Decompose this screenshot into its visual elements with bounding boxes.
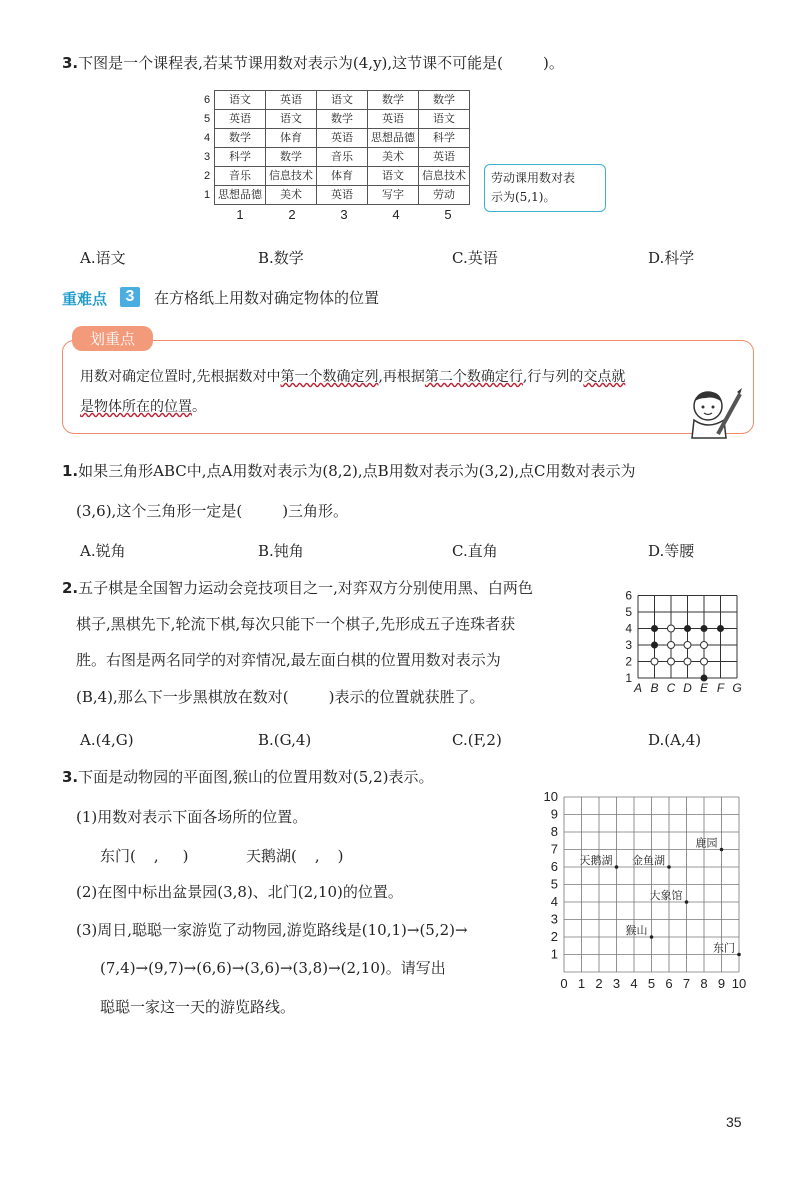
schedule-row [200, 186, 470, 205]
schedule-row-label: 6 [203, 94, 211, 106]
schedule-cell: 英语 [266, 91, 317, 110]
q2-line3: 胜。右图是两名同学的对弈情况,最左面白棋的位置用数对表示为 [76, 651, 501, 669]
schedule-row-label: 2 [203, 170, 211, 182]
schedule-cell: 数学 [215, 129, 266, 148]
schedule-row [200, 148, 470, 167]
board-col-label: E [699, 681, 709, 695]
dongmen-answer: 东门( , ) [100, 847, 189, 865]
white-stone [668, 625, 675, 632]
schedule-cell: 思想品德 [215, 186, 266, 205]
q3-part1: (1)用数对表示下面各场所的位置。 [76, 808, 308, 826]
schedule-cell: 音乐 [317, 148, 368, 167]
place-point [615, 865, 619, 869]
board-row-label: 3 [625, 638, 632, 652]
schedule-cell: 体育 [317, 167, 368, 186]
q1-line1: 1.如果三角形ABC中,点A用数对表示为(8,2),点B用数对表示为(3,2),点C用数对表示为 [62, 462, 636, 480]
place-label: 鹿园 [695, 837, 718, 850]
schedule-cell: 英语 [215, 110, 266, 129]
board-row-label: 4 [625, 621, 632, 636]
option-b[interactable]: B.(G,4) [258, 731, 312, 749]
keypoint-box [62, 340, 754, 434]
schedule-cell: 语文 [419, 110, 470, 129]
section-title: 在方格纸上用数对确定物体的位置 [154, 290, 380, 307]
option-d[interactable]: D.(A,4) [648, 731, 702, 749]
white-stone [651, 658, 658, 665]
board-col-label: A [633, 681, 643, 695]
gomoku-board [618, 578, 754, 694]
map-x-label: 8 [700, 976, 708, 991]
black-stone [717, 625, 724, 632]
map-y-label: 9 [550, 806, 558, 822]
schedule-row-label: 1 [203, 189, 211, 201]
place-point [650, 935, 654, 939]
schedule-cell: 科学 [215, 148, 266, 167]
board-col-label: B [650, 681, 659, 695]
place-point [685, 900, 689, 904]
black-stone [684, 625, 691, 632]
schedule-row [200, 110, 470, 129]
keypoint-line2: 是物体所在的位置。 [80, 399, 206, 415]
option-c[interactable]: C.(F,2) [452, 731, 502, 749]
keypoint-line1: 用数对确定位置时,先根据数对中第一个数确定列,再根据第二个数确定行,行与列的交点就 [80, 369, 626, 385]
schedule-col-label: 5 [444, 207, 452, 222]
place-label: 东门 [713, 942, 735, 955]
map-y-label: 8 [550, 824, 558, 839]
q2-line4: (B,4),那么下一步黑棋放在数对( )表示的位置就获胜了。 [76, 688, 485, 706]
place-label: 天鹅湖 [579, 855, 613, 867]
hint-bubble: 劳动课用数对表 示为(5,1)。 [484, 164, 606, 212]
q3-intro: 3.下面是动物园的平面图,猴山的位置用数对(5,2)表示。 [62, 768, 434, 786]
map-y-label: 10 [543, 789, 558, 804]
schedule-col-label: 1 [236, 207, 244, 222]
schedule-row [200, 129, 470, 148]
place-point [737, 953, 741, 957]
schedule-grid [200, 90, 470, 205]
map-x-label: 10 [731, 976, 747, 991]
board-row-label: 2 [625, 654, 632, 669]
white-stone [668, 642, 675, 649]
place-point [667, 865, 671, 869]
board-row-label: 1 [625, 671, 632, 685]
schedule-cell: 数学 [419, 91, 470, 110]
schedule-cell: 英语 [317, 186, 368, 205]
black-stone [651, 625, 658, 632]
section-number: 3 [120, 287, 140, 307]
schedule-cell: 数学 [368, 91, 419, 110]
q2-line2: 棋子,黑棋先下,轮流下棋,每次只能下一个棋子,先形成五子连珠者获 [76, 615, 516, 633]
schedule-cell: 语文 [368, 167, 419, 186]
schedule-cell: 信息技术 [419, 167, 470, 186]
schedule-col-label: 2 [288, 207, 296, 222]
white-stone [668, 658, 675, 665]
board-col-label: C [666, 681, 676, 695]
map-x-label: 2 [595, 976, 603, 991]
map-y-label: 3 [550, 911, 558, 927]
option-c[interactable]: C.英语 [452, 249, 498, 267]
page-number: 35 [726, 1114, 742, 1130]
q1-line2: (3,6),这个三角形一定是( )三角形。 [76, 502, 349, 520]
schedule-cell: 体育 [266, 129, 317, 148]
schedule-cell: 信息技术 [266, 167, 317, 186]
map-x-label: 1 [577, 976, 586, 991]
schedule-cell: 劳动 [419, 186, 470, 205]
schedule-cell: 数学 [317, 110, 368, 129]
q3-part3-line1: (3)周日,聪聪一家游览了动物园,游览路线是(10,1)→(5,2)→ [76, 921, 468, 939]
option-d[interactable]: D.等腰 [648, 542, 695, 560]
option-a[interactable]: A.(4,G) [80, 731, 134, 749]
place-label: 金鱼湖 [632, 855, 665, 867]
place-point [720, 848, 724, 852]
schedule-cell: 语文 [317, 91, 368, 110]
map-x-label: 7 [682, 976, 691, 991]
white-stone [684, 658, 691, 665]
q2-line1: 2.五子棋是全国智力运动会竞技项目之一,对弈双方分别使用黑、白两色 [62, 579, 533, 597]
schedule-col-labels [214, 207, 474, 222]
schedule-cell: 语文 [266, 110, 317, 129]
board-col-label: G [732, 681, 742, 695]
student-cartoon-icon [684, 386, 744, 442]
q3-part3-line2: (7,4)→(9,7)→(6,6)→(3,6)→(3,8)→(2,10)。请写出 [100, 959, 446, 977]
schedule-col-label: 4 [392, 207, 400, 222]
map-y-label: 2 [550, 929, 558, 944]
option-b[interactable]: B.数学 [258, 249, 304, 267]
schedule-row-label: 5 [203, 113, 211, 125]
white-stone [684, 642, 691, 649]
map-y-label: 5 [550, 876, 558, 892]
map-x-label: 9 [717, 976, 726, 991]
zoo-map [532, 789, 754, 1010]
white-stone [701, 642, 708, 649]
schedule-table [200, 90, 474, 222]
schedule-row [200, 91, 470, 110]
schedule-col-label: 3 [340, 207, 348, 222]
black-stone [701, 675, 708, 682]
keypoint-tag: 划重点 [72, 326, 153, 351]
map-y-label: 7 [550, 841, 558, 857]
board-col-label: D [683, 681, 692, 695]
option-a[interactable]: A.锐角 [80, 542, 126, 560]
schedule-cell: 语文 [215, 91, 266, 110]
schedule-cell: 英语 [317, 129, 368, 148]
schedule-row [200, 167, 470, 186]
q3-top-question: 3.下图是一个课程表,若某节课用数对表示为(4,y),这节课不可能是( )。 [62, 54, 564, 72]
schedule-cell: 英语 [368, 110, 419, 129]
black-stone [701, 625, 708, 632]
map-x-label: 5 [647, 976, 656, 991]
schedule-cell: 数学 [266, 148, 317, 167]
option-b[interactable]: B.钝角 [258, 542, 304, 560]
map-x-label: 6 [665, 976, 673, 991]
option-d[interactable]: D.科学 [648, 249, 695, 267]
section-tag: 重难点 [62, 291, 108, 308]
option-c[interactable]: C.直角 [452, 542, 498, 560]
map-x-label: 3 [612, 976, 621, 991]
q3-part2: (2)在图中标出盆景园(3,8)、北门(2,10)的位置。 [76, 883, 403, 901]
white-stone [701, 658, 708, 665]
place-label: 猴山 [625, 925, 648, 937]
schedule-cell: 思想品德 [368, 129, 419, 148]
tiane-answer: 天鹅湖( , ) [246, 847, 344, 865]
schedule-cell: 美术 [266, 186, 317, 205]
schedule-cell: 写字 [368, 186, 419, 205]
schedule-row-label: 3 [203, 151, 211, 163]
map-x-label: 4 [630, 976, 638, 991]
board-row-label: 6 [625, 588, 632, 603]
option-a[interactable]: A.语文 [80, 249, 126, 267]
q3-part3-line3: 聪聪一家这一天的游览路线。 [100, 998, 296, 1016]
schedule-row-label: 4 [203, 132, 211, 144]
schedule-cell: 英语 [419, 148, 470, 167]
schedule-cell: 音乐 [215, 167, 266, 186]
schedule-cell: 美术 [368, 148, 419, 167]
board-row-label: 5 [625, 605, 632, 619]
map-y-label: 4 [550, 894, 558, 909]
map-y-label: 6 [550, 859, 558, 874]
schedule-cell: 科学 [419, 129, 470, 148]
black-stone [651, 642, 658, 649]
board-col-label: F [716, 681, 725, 695]
map-y-label: 1 [550, 946, 558, 962]
map-x-label: 0 [560, 976, 568, 991]
place-label: 大象馆 [649, 890, 683, 902]
